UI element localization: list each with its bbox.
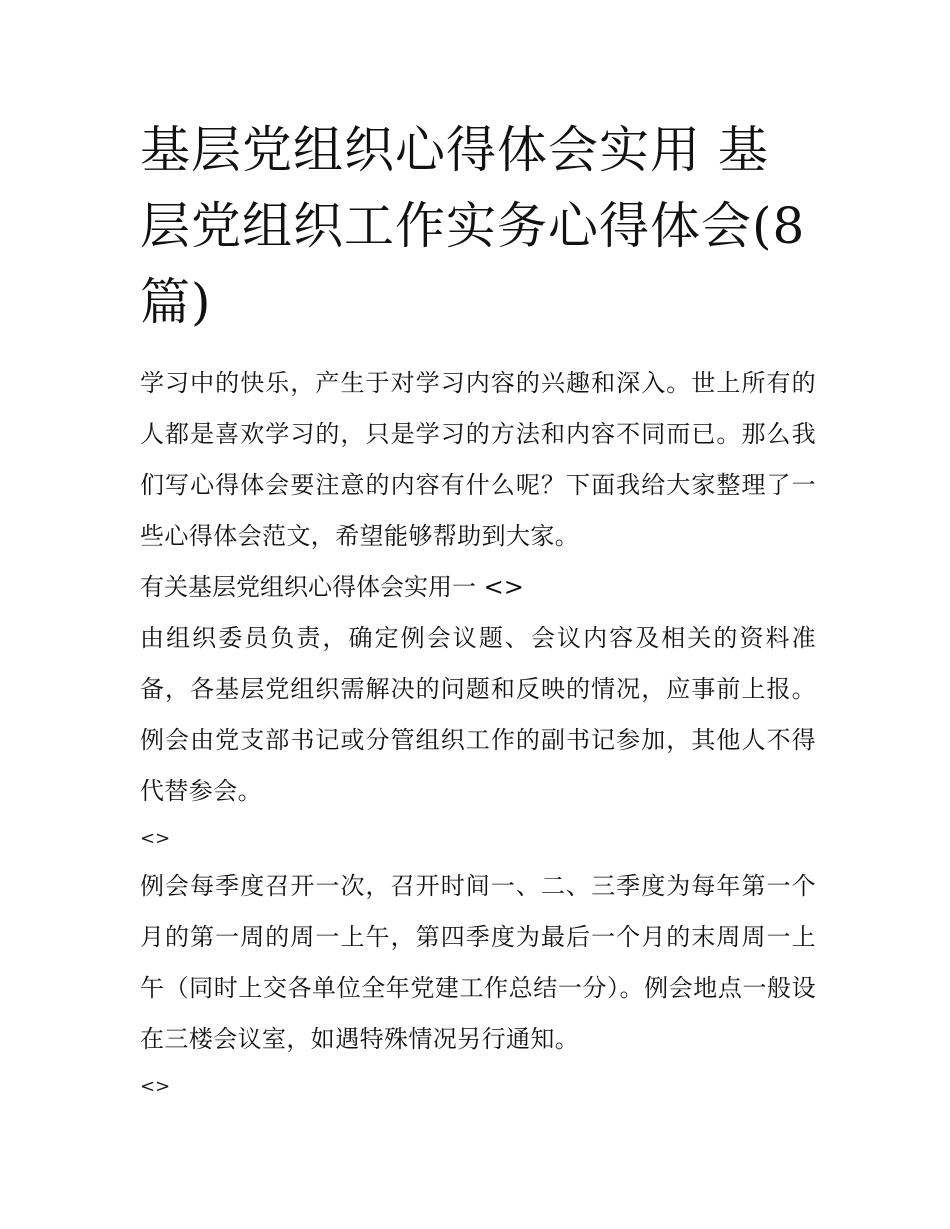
placeholder-marker: <> — [140, 828, 171, 849]
intro-paragraph: 学习中的快乐，产生于对学习内容的兴趣和深入。世上所有的人都是喜欢学习的，只是学习的方法和内容不同而已。那么我们写心得体会要注意的内容有什么呢？下面我给大家整理了一些心得体会范文，希望能够帮助到大家。 — [140, 369, 816, 550]
body-paragraph: 由组织委员负责，确定例会议题、会议内容及相关的资料准备，各基层党组织需解决的问题和反映的情况，应事前上报。例会由党支部书记或分管组织工作的副书记参加，其他人不得代替参会。 — [140, 624, 816, 805]
placeholder-marker: <> — [140, 1076, 171, 1097]
document-body — [140, 112, 816, 1109]
body-paragraph: 例会每季度召开一次，召开时间一、二、三季度为每年第一个月的第一周的周一上午，第四季度为最后一个月的末周周一上午（同时上交各单位全年党建工作总结一分）。例会地点一般设在三楼会议室，如遇特殊情况另行通知。 — [140, 872, 816, 1053]
document-title: 基层党组织心得体会实用 基层党组织工作实务心得体会(8篇) — [140, 121, 806, 331]
section-heading: 有关基层党组织心得体会实用一 <> — [140, 573, 524, 601]
